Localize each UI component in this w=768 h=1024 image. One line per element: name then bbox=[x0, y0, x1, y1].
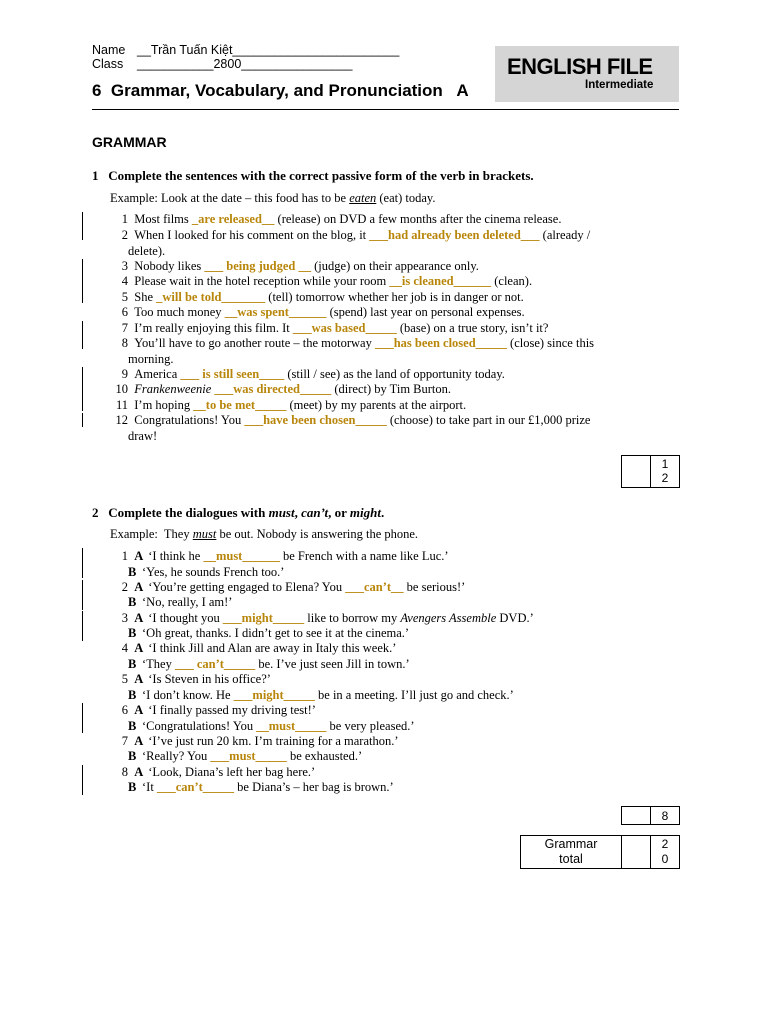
dialogue-line-a bbox=[110, 641, 396, 656]
item-text: Most films bbox=[134, 212, 192, 226]
answer-text[interactable]: ___have been chosen_____ bbox=[244, 413, 387, 427]
margin-bar bbox=[82, 212, 83, 240]
dialogue-line-a bbox=[110, 549, 449, 564]
speaker-b: B bbox=[128, 626, 137, 641]
margin-bar bbox=[82, 413, 83, 427]
item-text-end: (meet) by my parents at the airport. bbox=[286, 398, 467, 412]
ex1-example-pre: Example: Look at the date – this food has to be bbox=[110, 191, 350, 205]
answer-text[interactable]: ___ is still seen____ bbox=[180, 367, 285, 381]
answer-text[interactable]: ___might_____ bbox=[222, 610, 305, 625]
item-text-end: (direct) by Tim Burton. bbox=[331, 382, 452, 396]
grammar-total-score: 2 0 bbox=[661, 837, 669, 866]
item-text-end: (base) on a true story, isn’t it? bbox=[396, 321, 549, 335]
class-value: ___________2800________________ bbox=[137, 57, 353, 71]
dialogue-line-b bbox=[128, 719, 415, 734]
answer-text[interactable]: ___might_____ bbox=[233, 687, 315, 702]
ex1-instruction-text: Complete the sentences with the correct passive form of the verb in brackets. bbox=[108, 168, 534, 183]
answer-text[interactable]: ___can’t__ bbox=[345, 579, 404, 594]
dialogue-line-b bbox=[128, 780, 394, 795]
dialogue-line-b bbox=[128, 657, 410, 672]
item-text: I’m hoping bbox=[134, 398, 194, 412]
ex2-example bbox=[110, 527, 418, 542]
item-text: Nobody likes bbox=[134, 259, 205, 273]
margin-bar bbox=[82, 367, 83, 411]
speaker-b: B bbox=[128, 749, 137, 764]
item-number: 5 bbox=[121, 290, 128, 304]
dialogue-line-a bbox=[110, 580, 465, 595]
answer-text[interactable]: ___must_____ bbox=[210, 749, 287, 764]
grammar-total-box bbox=[520, 835, 680, 869]
line-text: ‘You’re getting engaged to Elena? You bbox=[148, 579, 346, 594]
answer-text[interactable]: ___was directed_____ bbox=[211, 382, 332, 396]
speaker-a: A bbox=[134, 610, 144, 625]
header-rule bbox=[92, 109, 679, 110]
answer-text[interactable]: ___has been closed_____ bbox=[374, 336, 507, 350]
ex1-item bbox=[110, 259, 479, 274]
margin-bar bbox=[82, 611, 83, 641]
ex1-item bbox=[110, 212, 561, 227]
line-text-end: like to borrow my bbox=[304, 610, 401, 625]
speaker-a: A bbox=[134, 579, 144, 594]
item-number: 11 bbox=[115, 398, 128, 412]
item-text: Frankenweenie bbox=[134, 382, 212, 396]
item-number: 10 bbox=[115, 382, 128, 396]
ex2-sep1: , bbox=[294, 505, 302, 520]
line-text: ‘Look, Diana’s left her bag here.’ bbox=[148, 764, 316, 779]
ex1-item bbox=[110, 336, 594, 351]
ex1-example bbox=[110, 191, 436, 206]
margin-bar bbox=[82, 548, 83, 578]
answer-text[interactable]: __must______ bbox=[203, 549, 280, 563]
item-number: 2 bbox=[121, 228, 128, 242]
item-number: 6 bbox=[121, 703, 128, 717]
dialogue-line-a bbox=[110, 703, 316, 718]
answer-text[interactable]: _are released__ bbox=[191, 212, 275, 226]
ex1-item-continued: draw! bbox=[128, 428, 158, 443]
line-text: ‘I don’t know. He bbox=[142, 687, 234, 702]
line-text: ‘They bbox=[142, 656, 175, 671]
logo-title: ENGLISH FILE bbox=[507, 54, 653, 79]
ex2-instruction bbox=[92, 505, 384, 521]
speaker-b: B bbox=[128, 595, 137, 610]
line-text: ‘No, really, I am!’ bbox=[142, 595, 233, 610]
item-text-end: (release) on DVD a few months after the cinema release. bbox=[274, 212, 562, 226]
dialogue-line-a bbox=[110, 734, 399, 749]
line-text: ‘I think Jill and Alan are away in Italy this week.’ bbox=[148, 641, 397, 656]
line-text: ‘I think he bbox=[148, 549, 204, 563]
speaker-b: B bbox=[128, 718, 137, 733]
ex1-item-continued: morning. bbox=[128, 351, 174, 366]
name-label: Name bbox=[92, 43, 126, 57]
line-text-end: be exhausted.’ bbox=[286, 749, 363, 764]
speaker-b: B bbox=[128, 780, 137, 795]
dialogue-line-b bbox=[128, 595, 232, 610]
page-title: 6 Grammar, Vocabulary, and Pronunciation A bbox=[92, 81, 469, 100]
item-text: Please wait in the hotel reception while your room bbox=[134, 274, 390, 288]
line-text-end: be Diana’s – her bag is brown.’ bbox=[234, 780, 394, 795]
item-number: 6 bbox=[121, 305, 128, 319]
answer-text[interactable]: __is cleaned______ bbox=[389, 274, 492, 288]
speaker-a: A bbox=[134, 641, 144, 656]
item-number: 3 bbox=[121, 610, 128, 625]
ex2-example-post: be out. Nobody is answering the phone. bbox=[216, 527, 419, 541]
logo-subtitle: Intermediate bbox=[585, 79, 654, 91]
item-number: 7 bbox=[121, 321, 128, 335]
grammar-total-label: Grammar total bbox=[544, 837, 598, 866]
line-text-end: be French with a name like Luc.’ bbox=[279, 549, 449, 563]
ex2-word-cant: can’t bbox=[301, 505, 329, 520]
ex1-item bbox=[110, 274, 532, 289]
answer-text[interactable]: __must_____ bbox=[256, 718, 327, 733]
line-text: ‘Yes, he sounds French too.’ bbox=[142, 564, 285, 579]
line-text: ‘Is Steven in his office?’ bbox=[148, 672, 271, 687]
ex2-example-word: must bbox=[192, 527, 217, 541]
ex1-item bbox=[110, 367, 505, 382]
item-text-end: (choose) to take part in our £1,000 prize bbox=[386, 413, 591, 427]
answer-text[interactable]: __was spent______ bbox=[224, 305, 327, 319]
speaker-a: A bbox=[134, 764, 144, 779]
ex1-number: 1 bbox=[92, 168, 99, 183]
ex1-item bbox=[110, 382, 451, 397]
item-number: 7 bbox=[121, 733, 128, 748]
margin-bar bbox=[82, 765, 83, 795]
line-text-end2: DVD.’ bbox=[496, 610, 534, 625]
speaker-a: A bbox=[134, 703, 144, 717]
item-number: 8 bbox=[121, 764, 128, 779]
ex1-example-word: eaten bbox=[349, 191, 377, 205]
item-number: 9 bbox=[121, 367, 128, 381]
dialogue-line-b bbox=[128, 565, 284, 580]
item-number: 8 bbox=[121, 336, 128, 350]
item-text: She bbox=[134, 290, 157, 304]
item-text: When I looked for his comment on the blog, it bbox=[134, 228, 370, 242]
ex1-item bbox=[110, 305, 525, 320]
ex2-instruction-pre: Complete the dialogues with bbox=[108, 505, 269, 520]
dialogue-line-a bbox=[110, 672, 271, 687]
line-text-end: be in a meeting. I’ll just go and check.’ bbox=[314, 687, 514, 702]
section-heading: GRAMMAR bbox=[92, 134, 167, 150]
answer-text[interactable]: ___can’t_____ bbox=[156, 780, 235, 795]
speaker-b: B bbox=[128, 564, 137, 579]
item-text: America bbox=[134, 367, 181, 381]
answer-text[interactable]: ___ can’t_____ bbox=[174, 656, 256, 671]
line-text-end: be serious!’ bbox=[403, 579, 466, 594]
ex1-score-box bbox=[621, 455, 680, 488]
dialogue-line-b bbox=[128, 626, 409, 641]
ex2-score-box bbox=[621, 806, 680, 825]
ex1-item bbox=[110, 290, 524, 305]
item-text-end: (already / bbox=[539, 228, 591, 242]
item-text: Too much money bbox=[134, 305, 225, 319]
line-text: ‘Oh great, thanks. I didn’t get to see it at the cinema.’ bbox=[142, 626, 410, 641]
item-number: 1 bbox=[121, 212, 128, 226]
ex1-example-post: (eat) today. bbox=[376, 191, 436, 205]
ex2-word-must: must bbox=[268, 505, 295, 520]
line-text: ‘I finally passed my driving test!’ bbox=[148, 703, 316, 717]
ex2-number: 2 bbox=[92, 505, 99, 520]
ex1-item-continued: delete). bbox=[128, 243, 166, 258]
line-text: ‘I thought you bbox=[148, 610, 223, 625]
item-text-end: (still / see) as the land of opportunity today. bbox=[284, 367, 505, 381]
answer-text[interactable]: _will be told_______ bbox=[156, 290, 266, 304]
dialogue-line-b bbox=[128, 688, 514, 703]
line-text: ‘Really? You bbox=[142, 749, 211, 764]
item-text-end: (judge) on their appearance only. bbox=[311, 259, 479, 273]
item-text: I’m really enjoying this film. It bbox=[134, 321, 293, 335]
answer-text[interactable]: ___had already been deleted___ bbox=[369, 228, 540, 242]
class-label: Class bbox=[92, 57, 124, 71]
speaker-b: B bbox=[128, 687, 137, 702]
item-number: 12 bbox=[115, 413, 128, 427]
ex2-score: 8 bbox=[661, 809, 669, 823]
item-text: Congratulations! You bbox=[134, 413, 245, 427]
ex1-item bbox=[110, 413, 590, 428]
item-text-end: (clean). bbox=[491, 274, 533, 288]
item-text-end: (close) since this bbox=[506, 336, 595, 350]
speaker-a: A bbox=[134, 733, 144, 748]
ex1-instruction bbox=[92, 168, 534, 184]
line-italic: Avengers Assemble bbox=[400, 610, 497, 625]
ex1-item bbox=[110, 398, 466, 413]
ex1-item bbox=[110, 228, 590, 243]
total-divider-1 bbox=[621, 836, 622, 868]
margin-bar bbox=[82, 259, 83, 303]
speaker-a: A bbox=[134, 672, 144, 687]
item-number: 3 bbox=[121, 259, 128, 273]
answer-text[interactable]: ___ being judged __ bbox=[204, 259, 312, 273]
item-number: 1 bbox=[121, 549, 128, 563]
margin-bar bbox=[82, 321, 83, 349]
answer-text[interactable]: __to be met_____ bbox=[193, 398, 287, 412]
speaker-b: B bbox=[128, 656, 137, 671]
margin-bar bbox=[82, 703, 83, 733]
dialogue-line-b bbox=[128, 749, 362, 764]
name-value: __Trần Tuấn Kiệt________________________ bbox=[137, 43, 400, 57]
item-number: 4 bbox=[121, 274, 128, 288]
dialogue-line-a bbox=[110, 765, 315, 780]
item-text: You’ll have to go another route – the motorway bbox=[134, 336, 375, 350]
item-number: 5 bbox=[121, 672, 128, 687]
margin-bar bbox=[82, 580, 83, 610]
line-text-end: be. I’ve just seen Jill in town.’ bbox=[255, 656, 410, 671]
item-text-end: (tell) tomorrow whether her job is in danger or not. bbox=[265, 290, 524, 304]
ex1-item bbox=[110, 321, 548, 336]
ex2-sep2: , or bbox=[328, 505, 350, 520]
speaker-a: A bbox=[134, 549, 144, 563]
item-number: 4 bbox=[121, 641, 128, 656]
answer-text[interactable]: ___was based_____ bbox=[292, 321, 397, 335]
item-text-end: (spend) last year on personal expenses. bbox=[326, 305, 525, 319]
dialogue-line-a bbox=[110, 611, 534, 626]
ex2-example-pre: Example: They bbox=[110, 527, 193, 541]
line-text: ‘It bbox=[142, 780, 157, 795]
line-text-end: be very pleased.’ bbox=[326, 718, 415, 733]
ex1-score: 1 2 bbox=[661, 457, 669, 485]
ex2-instruction-post: . bbox=[380, 505, 385, 520]
item-number: 2 bbox=[121, 579, 128, 594]
line-text: ‘Congratulations! You bbox=[142, 718, 257, 733]
ex2-word-might: might bbox=[349, 505, 381, 520]
line-text: ‘I’ve just run 20 km. I’m training for a marathon.’ bbox=[148, 733, 399, 748]
